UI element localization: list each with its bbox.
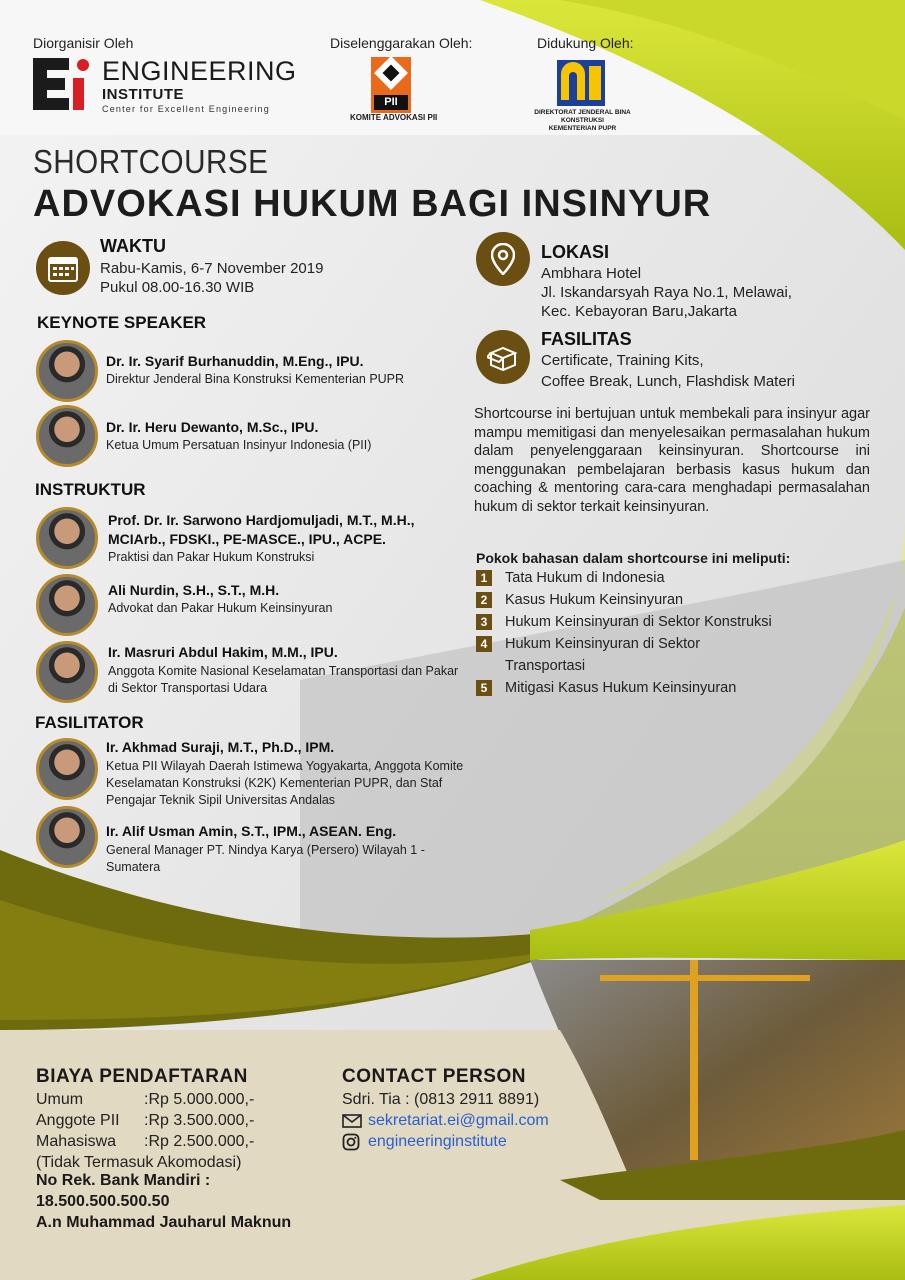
fee-note: (Tidak Termasuk Akomodasi) [36, 1154, 242, 1171]
pii-caption: KOMITE ADVOKASI PII [350, 113, 438, 122]
facilitator-role: Pengajar Teknik Sipil Universitas Andalas [106, 793, 336, 807]
instructor-name: Ir. Masruri Abdul Hakim, M.M., IPU. [108, 644, 338, 660]
fee-table [36, 1089, 254, 1173]
waktu-date: Rabu-Kamis, 6-7 November 2019 [100, 260, 324, 277]
bank-account: No Rek. Bank Mandiri : 18.500.500.500.50 A.n Muhammad Jauharul Maknun [36, 1172, 292, 1231]
fasilitas-heading: FASILITAS [541, 329, 632, 349]
topics-heading: Pokok bahasan dalam shortcourse ini meliputi: [476, 550, 791, 566]
facilitator-role: Keselamatan Konstruksi (K2K) Kementerian PUPR, dan Staf [106, 776, 443, 790]
instructor-role: di Sektor Transportasi Udara [108, 681, 268, 695]
fasilitas-line1: Certificate, Training Kits, [541, 352, 704, 369]
ei-tagline: Center for Excellent Engineering [102, 104, 270, 114]
facilitator-photo [36, 738, 98, 800]
biaya-heading: BIAYA PENDAFTARAN [36, 1066, 248, 1087]
contact-phone: Sdri. Tia : (0813 2911 8891) [342, 1091, 540, 1108]
speaker-photo [36, 340, 98, 402]
waktu-time: Pukul 08.00-16.30 WIB [100, 279, 255, 296]
instruktur-heading: INSTRUKTUR [35, 480, 146, 499]
instagram-icon [342, 1133, 360, 1151]
ei-name: ENGINEERING [102, 56, 297, 86]
instructor-photo [36, 507, 98, 569]
fasilitas-line2: Coffee Break, Lunch, Flashdisk Materi [541, 373, 796, 390]
lokasi-line3: Kec. Kebayoran Baru,Jakarta [541, 303, 737, 320]
pii-logo-text: PII [384, 96, 398, 108]
fasilitator-heading: FASILITATOR [35, 713, 144, 732]
facilitator-name: Ir. Alif Usman Amin, S.T., IPM., ASEAN. Eng. [106, 823, 397, 839]
engineering-institute-logo [33, 58, 93, 110]
facilitator-role: General Manager PT. Nindya Karya (Persero) Wilayah 1 - [106, 843, 425, 857]
keynote-heading: KEYNOTE SPEAKER [37, 313, 207, 332]
contact-email-row[interactable] [342, 1110, 549, 1131]
contact-instagram-row[interactable] [342, 1131, 507, 1152]
list-item: 1 Tata Hukum di Indonesia [476, 567, 772, 589]
speaker-name: Dr. Ir. Syarif Burhanuddin, M.Eng., IPU. [106, 353, 364, 369]
fee-row: Mahasiswa :Rp 2.500.000,- [36, 1133, 255, 1150]
instructor-role: Praktisi dan Pakar Hukum Konstruksi [108, 550, 315, 564]
description-paragraph: Shortcourse ini bertujuan untuk membekali para insinyur agar mampu memitigasi dan menyelesaikan permasalahan hukum dalam penyelenggaraan keinsinyuran. Shortcourse ini menggunakan pembelajaran berbasis kasus hukum dan coaching & mentoring cara-cara menghadapi permasalahan hukum di sektor terkait keinsinyuran. [474, 406, 870, 515]
instructor-photo [36, 641, 98, 703]
fee-row: Umum :Rp 5.000.000,- [36, 1091, 255, 1108]
instructor-role: Anggota Komite Nasional Keselamatan Transportasi dan Pakar [108, 664, 459, 678]
instructor-name: Ali Nurdin, S.H., S.T., M.H. [108, 582, 280, 598]
pupr-logo [557, 60, 605, 106]
lokasi-line1: Ambhara Hotel [541, 265, 642, 282]
pupr-caption: DIREKTORAT JENDERAL BINA KONSTRUKSI KEMENTERIAN PUPR [534, 109, 631, 132]
page-title: ADVOKASI HUKUM BAGI INSINYUR [33, 183, 712, 225]
organized-by-label: Diorganisir Oleh [33, 35, 134, 51]
facilitator-role: Ketua PII Wilayah Daerah Istimewa Yogyakarta, Anggota Komite [106, 759, 464, 773]
instructor-role: Advokat dan Pakar Hukum Keinsinyuran [108, 601, 333, 615]
facilitator-photo [36, 806, 98, 868]
lokasi-heading: LOKASI [541, 242, 610, 262]
contact-heading: CONTACT PERSON [342, 1066, 526, 1087]
ei-sub: INSTITUTE [102, 86, 184, 103]
list-item: 4 Hukum Keinsinyuran di Sektor Transportasi [476, 633, 772, 677]
held-by-label: Diselenggarakan Oleh: [330, 35, 473, 51]
facilitator-role: Sumatera [106, 860, 161, 874]
speaker-role: Ketua Umum Persatuan Insinyur Indonesia (PII) [106, 438, 372, 452]
email-link[interactable]: sekretariat.ei@gmail.com [368, 1112, 549, 1129]
topics-list [476, 567, 772, 699]
calendar-icon [36, 241, 90, 295]
list-item: 3 Hukum Keinsinyuran di Sektor Konstruksi [476, 611, 772, 633]
waktu-heading: WAKTU [100, 236, 166, 256]
speaker-photo [36, 405, 98, 467]
speaker-role: Direktur Jenderal Bina Konstruksi Kementerian PUPR [106, 372, 405, 386]
instagram-link[interactable]: engineeringinstitute [368, 1133, 507, 1150]
email-icon [342, 1114, 362, 1128]
list-item: 5 Mitigasi Kasus Hukum Keinsinyuran [476, 677, 772, 699]
speaker-name: Dr. Ir. Heru Dewanto, M.Sc., IPU. [106, 419, 319, 435]
shortcourse-kicker: SHORTCOURSE [33, 143, 269, 180]
instructor-name: Prof. Dr. Ir. Sarwono Hardjomuljadi, M.T., M.H., [108, 512, 415, 528]
facilitator-name: Ir. Akhmad Suraji, M.T., Ph.D., IPM. [106, 739, 335, 755]
fee-row: Anggote PII :Rp 3.500.000,- [36, 1112, 255, 1129]
pii-logo [371, 57, 411, 113]
list-item: 2 Kasus Hukum Keinsinyuran [476, 589, 772, 611]
instructor-name: MCIArb., FDSKI., PE-MASCE., IPU., ACPE. [108, 531, 386, 547]
location-pin-icon [476, 232, 530, 286]
box-icon [476, 330, 530, 384]
instructor-photo [36, 574, 98, 636]
lokasi-line2: Jl. Iskandarsyah Raya No.1, Melawai, [541, 284, 792, 301]
supported-by-label: Didukung Oleh: [537, 35, 634, 51]
